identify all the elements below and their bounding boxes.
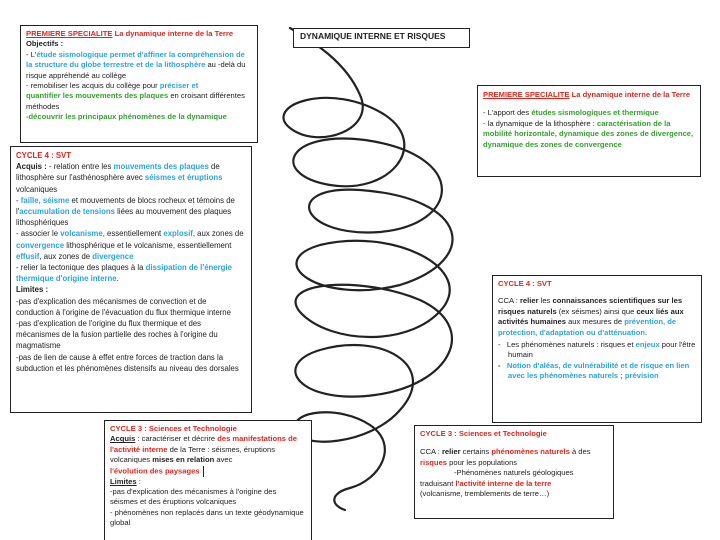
box4-heading: CYCLE 4 : SVT xyxy=(498,279,552,288)
vertical-bar xyxy=(203,466,204,477)
box1-l2b: préciser et xyxy=(159,81,199,91)
box4-li2: Notion d'aléas, de vulnérabilité et de risque en lien avec les phénomènes naturels ; prévision xyxy=(506,360,690,381)
box6-c10: l'activité interne de la terre xyxy=(455,478,552,488)
box3-e1: -pas d'explication des mécanismes de convection et de conduction à l'origine de l'évacuation du flux thermique interne xyxy=(16,296,231,317)
box4-li1c: pour l'être humain xyxy=(508,340,696,360)
box3-c7: lithosphérique et le volcanisme, essentiellement xyxy=(64,240,232,250)
box4-cca6: ceux liés aux activités humaines xyxy=(498,306,684,327)
box6-c2: relier xyxy=(441,447,461,457)
box4-cca3: les xyxy=(538,296,553,306)
box6-heading: CYCLE 3 : Sciences et Technologie xyxy=(420,429,547,438)
box3-b3: et mouvements de blocs rocheux et témoins de l' xyxy=(16,195,235,217)
box3-e3: -pas de lien de cause à effet entre forces de traction dans la subduction et les phénomènes distensifs au niveau des dorsales xyxy=(16,352,239,373)
box4-cca7: aux mesures de xyxy=(565,317,625,327)
box3-heading: CYCLE 4 : SVT xyxy=(16,151,72,160)
box3-a2: mouvements des plaques xyxy=(113,162,209,172)
box-cycle3-acquis xyxy=(104,420,312,540)
box6-c7: pour les populations xyxy=(447,457,518,467)
box3-c6: convergence xyxy=(16,240,65,250)
box-cycle4-acquis xyxy=(10,146,252,413)
box5-limites-colon: : xyxy=(136,476,141,486)
box3-b1: - xyxy=(16,195,21,205)
box-cycle3-cca xyxy=(414,425,614,519)
box4-li1a: Les phénomènes naturels : risques et xyxy=(506,340,636,350)
box3-a1: - relation entre les xyxy=(48,162,114,172)
box3-limites: Limites : xyxy=(16,285,49,295)
box6-c11: (volcanisme, tremblements de terre…) xyxy=(420,489,550,499)
box6-c1: CCA : xyxy=(420,447,442,457)
box4-cca9: . xyxy=(645,327,648,337)
box3-b5: liées au mouvement des plaques lithosphériques xyxy=(16,207,232,228)
box4-cca2: relier xyxy=(519,296,539,306)
box2-l1b: études sismologiques et thermique xyxy=(531,108,659,118)
box3-c2: volcanisme xyxy=(60,229,103,239)
box3-b2: faille, séisme xyxy=(20,195,70,205)
box3-e2: -pas d'explication de l'origine du flux thermique et des mécanismes de la fusion partielle des roches à l'origine du magmatisme xyxy=(16,319,218,351)
box-premiere-objectifs xyxy=(20,25,258,143)
box6-c5: à des xyxy=(569,447,591,457)
box2-l2b: caractérisation de la mobilité horizontale, dynamique des zones de divergence, dynamique des zones de convergence xyxy=(483,118,694,149)
box3-d2: dissipation de l'énergie thermique d'origine interne xyxy=(16,263,232,284)
box5-a5: avec xyxy=(214,455,233,465)
box1-objectifs: Objectifs : xyxy=(26,39,64,49)
box5-b1: -pas d'explication des mécanismes à l'origine des séismes et des éruptions volcaniques xyxy=(110,487,277,507)
box2-l2a: - la dynamique de la lithosphère : xyxy=(483,118,597,128)
box1-l2a: - remobiliser les acquis du collège pour xyxy=(26,81,160,91)
box6-c6: risques xyxy=(420,457,448,467)
box6-c9: traduisant xyxy=(420,478,456,488)
box5-acquis: Acquis xyxy=(110,434,136,444)
box3-a3: de lithosphère sur l'asthénosphère avec xyxy=(16,162,220,183)
box5-a3: de la Terre : séismes, éruptions volcaniques xyxy=(110,444,276,465)
box6-c4: phénomènes naturels xyxy=(491,447,570,457)
box1-l1b: étude sismologique permet d'affiner la compréhension de la structure du globe terrestre et de la lithosphère xyxy=(26,49,245,70)
box2-l1a: - L'apport des xyxy=(483,108,532,118)
box2-heading-rest: La dynamique interne de la Terre xyxy=(569,90,691,99)
box5-a1: : caractériser et décrire xyxy=(135,434,218,444)
box1-l2d: en croisant différentes méthodes xyxy=(26,91,245,111)
box-cycle4-cca: CYCLE 4 : SVT CCA : relier les connaissances scientifiques sur les risques naturels (ex séismes) ainsi que ceux liés aux activités humaines aux mesures de prévention, de protection, d'adaptation ou d'atténuation. - Les phénomènes naturels : risques et enjeux pour l'être humain - Notion d'aléas, de vulnérabilité et de risque en lien avec les phénomènes naturels ; prévision xyxy=(492,275,702,423)
box3-d3: . xyxy=(116,274,119,284)
box3-b4: accumulation de tensions xyxy=(19,207,115,217)
box3-c1: - associer le xyxy=(16,229,61,239)
box2-heading: PREMIERE SPECIALITE xyxy=(483,90,570,99)
box5-heading: CYCLE 3 : Sciences et Technologie xyxy=(110,424,237,433)
box5-a6: l'évolution des paysages xyxy=(110,466,200,476)
box3-c10: divergence xyxy=(92,251,134,261)
box4-cca5: (ex séismes) ainsi que xyxy=(556,306,637,316)
box-premiere-apport xyxy=(477,85,701,177)
box3-c4: explosif xyxy=(163,229,193,239)
box3-d1: - relier la tectonique des plaques à la xyxy=(16,263,146,273)
box4-cca1: CCA : xyxy=(498,296,520,306)
box6-c8: -Phénomènes naturels géologiques xyxy=(454,468,574,478)
box1-l1a: - L' xyxy=(26,49,37,59)
box1-l1c: au -delà du risque appréhendé au collège xyxy=(26,60,246,80)
box3-a4: séismes et éruptions xyxy=(144,173,223,183)
box3-a5: volcaniques xyxy=(16,184,58,194)
box4-cca8: prévention, de protection, d'adaptation ou d'atténuation xyxy=(498,317,677,337)
box4-cca4: connaissances scientifiques sur les risques naturels xyxy=(498,296,683,316)
box3-c5: , aux zones de xyxy=(192,229,244,239)
box6-c3: certains xyxy=(460,447,492,457)
box5-a4: mises en relation xyxy=(152,455,215,465)
box5-a2: des manifestations de l'activité interne xyxy=(110,434,297,454)
box1-heading-rest: La dynamique interne de la Terre xyxy=(112,29,234,38)
box1-l2c: quantifier les mouvements des plaques xyxy=(26,91,169,101)
box5-b2: - phénomènes non replacés dans un texte géodynamique global xyxy=(110,507,304,528)
box5-limites: Limites xyxy=(110,476,137,486)
box3-acquis: Acquis : xyxy=(16,162,49,172)
box3-c3: , essentiellement xyxy=(102,229,164,239)
box3-c8: effusif xyxy=(16,251,40,261)
page-title-box xyxy=(293,28,470,48)
page-title: DYNAMIQUE INTERNE ET RISQUES xyxy=(300,31,446,41)
box3-c9: , aux zones de xyxy=(39,251,93,261)
box4-li1b: enjeux xyxy=(635,340,660,350)
box1-l3: -découvrir les principaux phénomènes de la dynamique xyxy=(26,112,227,122)
box1-heading: PREMIERE SPECIALITE xyxy=(26,29,113,38)
